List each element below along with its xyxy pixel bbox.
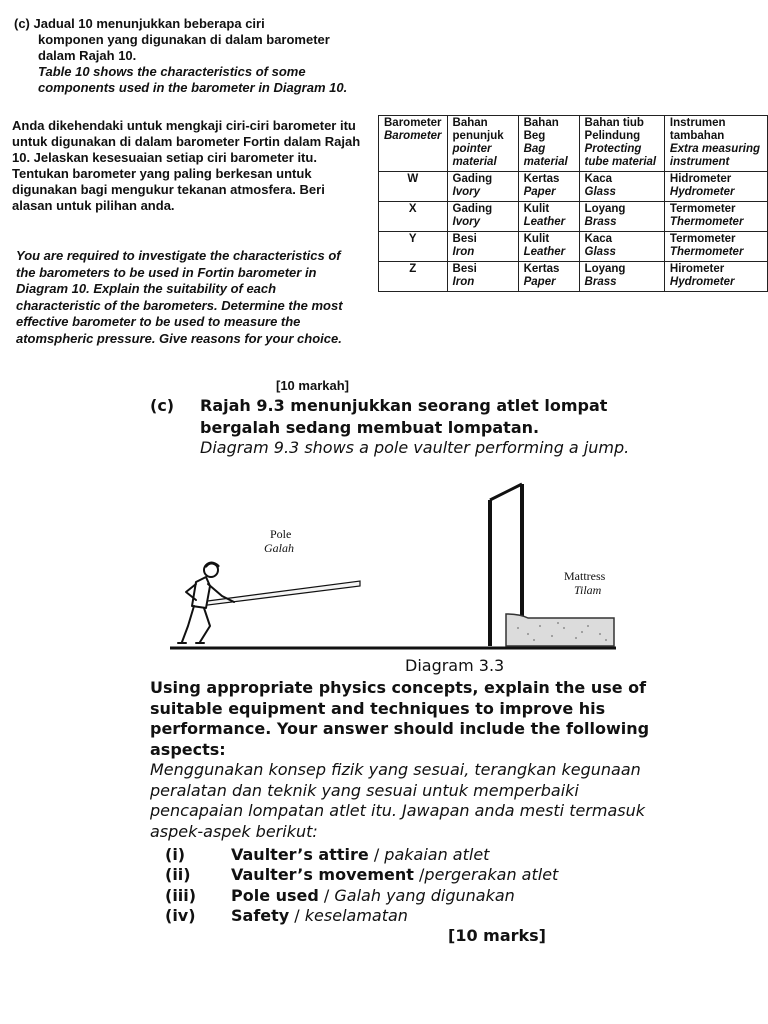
cell-extra: Hirometer Hydrometer [664,262,767,292]
pole-label-malay: Galah [264,541,294,555]
cell-extra: Hidrometer Hydrometer [664,172,767,202]
cell-tube: Kaca Glass [579,172,664,202]
mattress-label-malay: Tilam [574,583,602,597]
intro-ms-line-3: dalam Rajah 10. [38,48,137,63]
diagram-caption: Diagram 3.3 [405,656,505,675]
question-title-english: Diagram 9.3 shows a pole vaulter performing a jump. [200,438,630,457]
cell-extra: Termometer Thermometer [664,232,767,262]
instructions-english: Using appropriate physics concepts, explain the use of suitable equipment and techniques to improve his performance. Your answer should include the following aspects: [150,678,650,759]
cell-pointer: Besi Iron [447,262,518,292]
cell-id: Z [379,262,448,292]
intro-en-line-2: components used in the barometer in Diagram 10. [38,80,348,95]
question-label: (c) [150,396,175,415]
aspect-item: (ii) Vaulter’s movement /pergerakan atlet [165,865,559,884]
cell-bag: Kertas Paper [518,262,579,292]
cell-bag: Kertas Paper [518,172,579,202]
header-pointer: Bahan penunjuk pointer material [447,116,518,172]
cell-tube: Kaca Glass [579,232,664,262]
cell-id: W [379,172,448,202]
mattress [506,614,614,646]
table-row [379,202,768,232]
marks-q2: [10 marks] [448,926,546,945]
cell-extra: Termometer Thermometer [664,202,767,232]
pole-vault-figure [148,478,618,654]
cell-tube: Loyang Brass [579,202,664,232]
crossbar [490,484,522,500]
aspect-item: (i) Vaulter’s attire / pakaian atlet [165,845,490,864]
aspect-item: (iii) Pole used / Galah yang digunakan [165,886,515,905]
task-english: You are required to investigate the characteristics of the barometers to be used in Fortin barometer in Diagram 10. Explain the suitability of each characteristic of the barometers. Determine the most effective barometer to be used to measure the atomspheric pressure. Give reasons for your choice. [16,248,343,346]
cell-pointer: Gading Ivory [447,202,518,232]
question-title-malay: Rajah 9.3 menunjukkan seorang atlet lompat bergalah sedang membuat lompatan. [200,396,608,437]
cell-pointer: Gading Ivory [447,172,518,202]
intro-ms-line-1: (c) Jadual 10 menunjukkan beberapa ciri [14,16,265,31]
cell-pointer: Besi Iron [447,232,518,262]
cell-bag: Kulit Leather [518,202,579,232]
table-row [379,172,768,202]
marks-q1: [10 markah] [276,378,349,393]
task-malay: Anda dikehendaki untuk mengkaji ciri-ciri barometer itu untuk digunakan di dalam barometer Fortin dalam Rajah 10. Jelaskan kesesuaian setiap ciri barometer itu. Tentukan barometer yang paling berkesan untuk digunakan bagi mengukur tekanan atmosfera. Beri alasan untuk pilihan anda. [12,118,361,213]
aspect-item: (iv) Safety / keselamatan [165,906,408,925]
table-row [379,232,768,262]
table-row [379,262,768,292]
header-tube: Bahan tiub Pelindung Protecting tube material [579,116,664,172]
instructions-malay: Menggunakan konsep fizik yang sesuai, terangkan kegunaan peralatan dan teknik yang sesuai untuk memperbaiki pencapaian lompatan atlet itu. Jawapan anda mesti termasuk aspek-aspek berikut: [150,760,646,841]
cell-id: Y [379,232,448,262]
table-header-row [379,116,768,172]
cell-tube: Loyang Brass [579,262,664,292]
intro-en-line-1: Table 10 shows the characteristics of some [38,64,306,79]
header-barometer: Barometer Barometer [379,116,448,172]
pole-label: Pole [270,527,292,541]
cell-id: X [379,202,448,232]
barometer-table [378,115,768,292]
mattress-label: Mattress [564,569,606,583]
cell-bag: Kulit Leather [518,232,579,262]
question-intro [14,16,347,96]
header-extra: Instrumen tambahan Extra measuring instrument [664,116,767,172]
pole [200,581,360,606]
intro-ms-line-2: komponen yang digunakan di dalam barometer [38,32,330,47]
header-bag: Bahan Beg Bag material [518,116,579,172]
